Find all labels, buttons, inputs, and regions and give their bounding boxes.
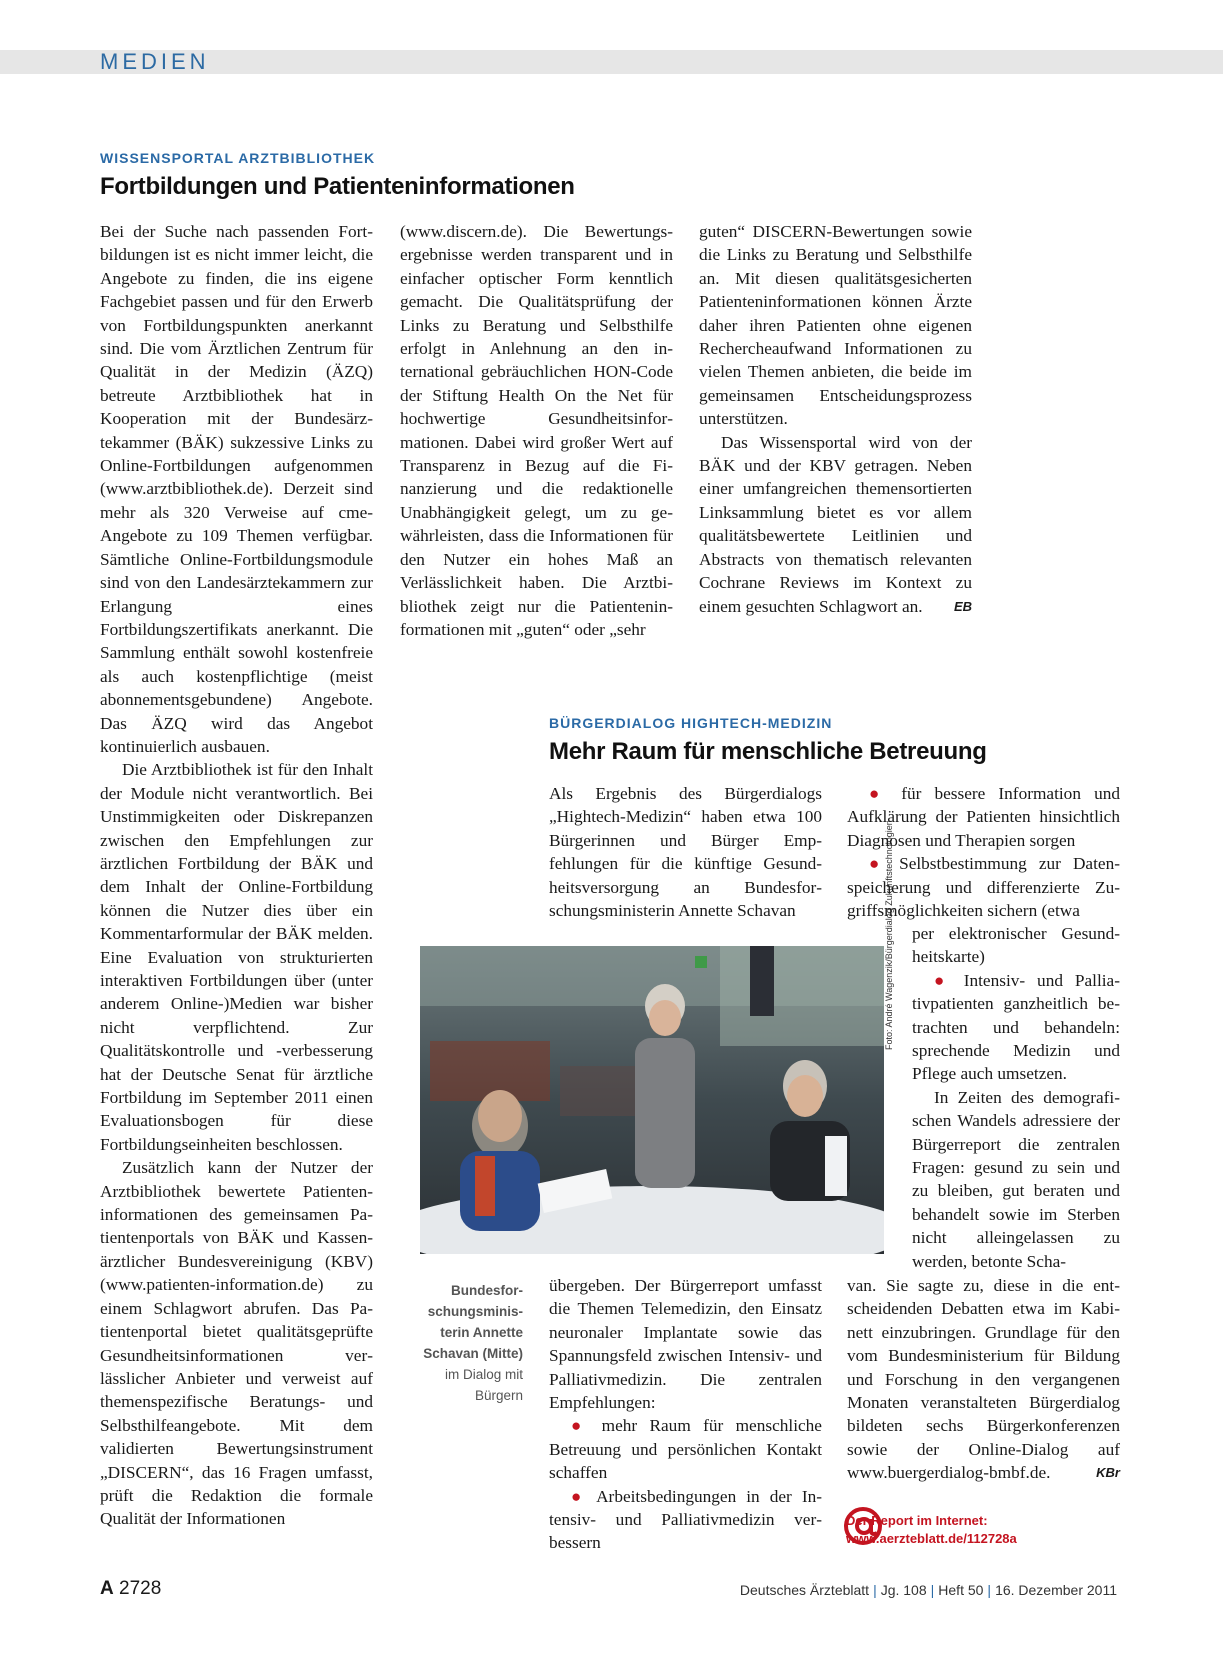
bullet-dot: ●: [869, 854, 888, 874]
page-number: [100, 1578, 161, 1600]
bullet-item: [549, 1414, 822, 1484]
paragraph: (www.discern.de). Die Bewertungsergebnisse werden transparent und in einfacher optischer Form kenntlich gemacht. Die Qualitätsprüfung der Links zu Beratung und Selbsthilfe erfolgt in Anlehnung an den international gebräuchlichen HON-Code der Stiftung Health On the Net für hochwertige Gesundheitsinformationen. Dabei wird großer Wert auf Transparenz in Bezug auf die Finanzierung und die redaktionelle Unabhängigkeit gelegt, um zu gewährleisten, dass die Informationen für den Nutzer ein hohes Maß an Verlässlichkeit haben. Die Arztbibliothek zeigt nur die Patienteninformationen mit „guten“ oder „sehr: [400, 222, 673, 639]
bullet-dot: ●: [934, 970, 952, 990]
author-signature: KBr: [1096, 1465, 1120, 1481]
report-link[interactable]: [846, 1512, 1017, 1548]
paragraph-text: van. Sie sagte zu, diese in die entscheidenden Debatten etwa im Kabinett einzubringen. Grundlage für den vom Bundesministerium für Bildung und Forschung in den vergangenen Monaten veranstalteten Bürgerdialog bildeten sechs Bürgerkonferenzen sowie der Online-Dialog auf www.buergerdialog-bmbf.de.: [847, 1276, 1120, 1483]
report-label: Der Report im Internet:: [846, 1513, 988, 1528]
article2-intro: [549, 782, 822, 922]
photo-credit: Foto: André Wagenzik/Bürgerdialog Zukunftstechnologien: [884, 820, 894, 1050]
bullet-item: [912, 969, 1120, 1086]
event-photo: [420, 946, 884, 1254]
bullet-dot: ●: [869, 784, 889, 803]
issue-date: 16. Dezember 2011: [995, 1582, 1117, 1598]
article2-column-2-bottom: [847, 1274, 1120, 1485]
paragraph: [699, 431, 972, 618]
article1-column-3: [699, 220, 972, 618]
paragraph: Als Ergebnis des Bürgerdialogs „Hightech-Medizin“ haben etwa 100 Bürgerinnen und Bürger Empfehlungen für die künftige Gesundheitsversorgung an Bundesforschungsministerin Annette Schavan: [549, 784, 822, 921]
page-number-value: 2728: [119, 1578, 162, 1599]
paragraph: [847, 1274, 1120, 1485]
bullet-text: Intensiv- und Palliativpatienten ganzheitlich betrachten und behandeln:: [912, 970, 1120, 1037]
article2-column-1: [549, 1274, 822, 1555]
paragraph: Bei der Suche nach passenden Fortbildungen ist es nicht immer leicht, die Angebote zu finden, die ins eigene Fachgebiet passen und für den Erwerb von Fortbildungspunkten anerkannt sind. Die vom Ärztlichen Zentrum für Qualität in der Medizin (ÄZQ) betreute Arztbibliothek hat in Kooperation mit der Bundesärztekammer (BÄK) sukzessive Links zu Online-Fortbildungen aufgenommen (www.arztbibliothek.de). Derzeit sind mehr als 320 Verweise auf cme-Angebote zu 109 Themen verfügbar. Sämtliche Online-Fortbildungsmodule sind von den Landesärztekammern zur Erlangung eines Fortbildungszertifikats anerkannt. Die Sammlung enthält sowohl kostenfreie als auch kostenpflichtige (meist abonnementsgebundene) Angebote. Das ÄZQ wird das Angebot kontinuierlich ausbauen.: [100, 222, 373, 756]
bullet-item: [847, 852, 1120, 922]
bullet-text: Selbstbestimmung zur Datenspeicherung und differenzierte Zugriffsmöglichkeiten sichern (etwa: [847, 854, 1120, 921]
article2-kicker: BÜRGERDIALOG HIGHTECH-MEDIZIN: [549, 715, 833, 731]
page-prefix: A: [100, 1578, 114, 1599]
bullet-item: [847, 782, 1120, 852]
volume: Jg. 108: [880, 1582, 927, 1598]
paragraph-text: Das Wissensportal wird von der BÄK und der KBV getragen. Neben einer umfangreichen themensortierten Linksammlung bietet es vor allem qualitätsbewertete Leitlinien und Abstracts von thematisch relevanten Cochrane Reviews im Kontext zu einem gesuchten Schlagwort an.: [699, 432, 972, 616]
bullet-dot: ●: [571, 1486, 587, 1506]
author-signature: EB: [953, 598, 972, 614]
photo-caption: [405, 1280, 523, 1406]
paragraph: guten“ DISCERN-Bewertungen sowie die Links zu Beratung und Selbsthilfe an. Mit diesen qualitätsgesicherten Patienteninformationen können Ärzte daher ihren Patienten ohne eigenen Rechercheaufwand Informationen zu vielen Themen anbieten, die beide im gemeinsamen Entscheidungsprozess unterstützen.: [699, 222, 972, 429]
bullet-text-continued: sprechende Medizin und Pflege auch umsetzen.: [912, 1041, 1120, 1084]
article1-column-1: [100, 220, 373, 1531]
issue: Heft 50: [938, 1582, 984, 1598]
article2-headline: Mehr Raum für menschliche Betreuung: [549, 738, 987, 765]
footer-info: Deutsches Ärzteblatt | Jg. 108 | Heft 50 | 16. Dezember 2011: [739, 1582, 1117, 1598]
bullet-text: mehr Raum für menschliche Betreuung und persönlichen Kontakt schaffen: [549, 1416, 822, 1483]
report-url[interactable]: www.aerzteblatt.de/112728a: [846, 1531, 1017, 1546]
article1-kicker: WISSENSPORTAL ARZTBIBLIOTHEK: [100, 150, 376, 166]
paragraph: Zusätzlich kann der Nutzer der Arztbibliothek bewertete Patienteninformationen des gemeinsamen Patientenportals von BÄK und Kassenärztlicher Bundesvereinigung (KBV) (www.patienten-information.de) zu einem Schlagwort abrufen. Das Patientenportal bietet qualitätsgeprüfte Gesundheitsinformationen verlässlicher Anbieter und verweist auf themenspezifische Beratungs- und Selbsthilfeangebote. Mit dem validierten Bewertungsinstrument „DISCERN“, das 16 Fragen umfasst, prüft die Redaktion die formale Qualität der Informationen: [100, 1158, 373, 1529]
paragraph: Die Arztbibliothek ist für den Inhalt der Module nicht verantwortlich. Bei Unstimmigkeiten oder Diskrepanzen zwischen den Empfehlungen zur ärztlichen Fortbildung der BÄK und dem Inhalt der Online-Fortbildung können die Nutzer dies über ein Kommentarformular der BÄK melden. Eine Evaluation von strukturierten interaktiven Fortbildungen über (unter anderem Online-)Medien war bisher nicht verpflichtend. Zur Qualitätskontrolle und -verbesserung hat der Deutsche Senat für ärztliche Fortbildung im September 2011 einen Evaluationsbogen für diese Fortbildungseinheiten beschlossen.: [100, 760, 373, 1154]
article2-column-2-top: [847, 782, 1120, 922]
photo-illustration: [420, 946, 884, 1254]
article1-column-2: [400, 220, 673, 641]
paragraph: übergeben. Der Bürgerreport umfasst die Themen Telemedizin, den Einsatz neuronaler Implantate sowie das Spannungsfeld zwischen Intensiv- und Palliativmedizin. Die zentralen Empfehlungen:: [549, 1276, 822, 1413]
bullet-dot: ●: [571, 1416, 590, 1436]
caption-bold: Bundesforschungsministerin Annette Schavan (Mitte): [423, 1283, 523, 1361]
paragraph: per elektronischer Gesundheitskarte): [912, 924, 1120, 967]
bullet-item: [549, 1485, 822, 1555]
bullet-text: für bessere Information und Aufklärung der Patienten hinsichtlich Diagnosen und Therapien sorgen: [847, 784, 1120, 850]
article2-column-2-beside-photo: [912, 922, 1120, 1273]
paragraph: In Zeiten des demografischen Wandels adressiere der Bürgerreport die zentralen Fragen: gesund zu sein und zu bleiben, gut beraten und behandelt sowie im Sterben nicht alleingelassen zu werden, betonte Scha-: [912, 1087, 1120, 1271]
article1-headline: Fortbildungen und Patienteninformationen: [100, 173, 575, 200]
journal-name: Deutsches Ärzteblatt: [739, 1582, 870, 1598]
section-label: MEDIEN: [100, 49, 210, 74]
bullet-text: Arbeitsbedingungen in der Intensiv- und Palliativmedizin verbessern: [549, 1486, 822, 1553]
caption-text: im Dialog mit Bürgern: [444, 1367, 523, 1403]
